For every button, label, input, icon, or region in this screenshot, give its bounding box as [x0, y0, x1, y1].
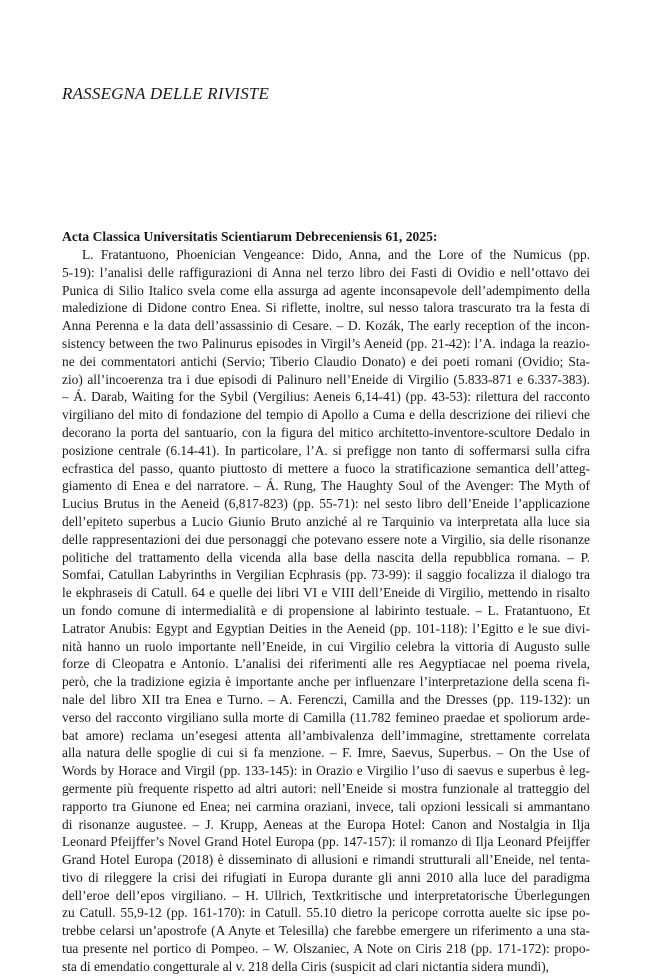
text-line: però, che la tradizione egizia è importante anche per influenzare l’interpretazione della scena fi- — [62, 674, 590, 690]
text-line: – Á. Darab, Waiting for the Sybil (Vergilius: Aeneis 6,14-41) (pp. 43-53): rilettura del racconto — [62, 389, 590, 405]
text-line: verso del racconto virgiliano sulla morte di Camilla (11.782 femineo praedae et spoliorum arde- — [62, 709, 590, 725]
text-line: delle rappresentazioni dei due personaggi che potevano essere note a Virgilio, sia delle risonanze — [62, 531, 590, 547]
text-line: Latrator Anubis: Egypt and Egyptian Deities in the Aeneid (pp. 101-118): l’Egitto e le sue divi- — [62, 620, 590, 636]
text-line: forze di Cleopatra e Antonio. L’analisi dei riferimenti alle res Aegyptiacae nel poema rivela, — [62, 656, 590, 672]
text-line: maledizione di Didone contro Enea. Si riflette, inoltre, sul nesso talora trascurato tra la festa di — [62, 300, 590, 316]
text-line: nità hanno un ruolo importante nell’Eneide, in cui Virgilio celebra la vittoria di Augusto sulle — [62, 638, 590, 654]
section-title: RASSEGNA DELLE RIVISTE — [62, 84, 270, 103]
text-line: zu Catull. 55,9-12 (pp. 161-170): in Catull. 55.10 dietro la pericope corrotta auelte sic ipse po- — [62, 905, 590, 921]
text-line: rapporto tra Giunone ed Enea; nei carmina oraziani, invece, tali opzioni lessicali si ammantano — [62, 798, 590, 814]
text-line: virgiliano del mito di fondazione del tempio di Apollo a Cuma e della descrizione dei rilievi che — [62, 407, 590, 423]
text-line: Lucius Brutus in the Aeneid (6,817-823) (pp. 55-71): nel sesto libro dell’Eneide l’applicazione — [62, 496, 590, 512]
text-line: Grand Hotel Europa (2018) è disseminato di allusioni e rimandi strutturali all’Eneide, nel tenta- — [62, 852, 590, 868]
text-line: Anna Perenna e la data dell’assassinio di Cesare. – D. Kozák, The early reception of the incon- — [62, 318, 590, 334]
text-line: tua presente nel portico di Pompeo. – W. Olszaniec, A Note on Ciris 218 (pp. 171-172): propo- — [62, 941, 590, 957]
text-line: tivo di rileggere la crisi dei rifugiati in Europa durante gli anni 2010 alla luce del paradigma — [62, 869, 590, 885]
text-line: dell’eroe dell’epos virgiliano. – H. Ullrich, Textkritische und interpretatorische Überlegungen — [62, 887, 590, 903]
text-line: L. Fratantuono, Phoenician Vengeance: Dido, Anna, and the Lore of the Numicus (pp. — [82, 247, 590, 262]
text-line: sistency between the two Palinurus episodes in Virgil’s Aeneid (pp. 21-42): l’A. indaga la reazio- — [62, 335, 590, 351]
text-line: trebbe celarsi un’apostrofe (A Anyte et Telesilla) che farebbe emergere un riferimento a una sta- — [62, 923, 590, 939]
text-line: ne dei commentatori antichi (Servio; Tiberio Claudio Donato) e dei poeti romani (Ovidio; Sta- — [62, 353, 590, 369]
text-line: Somfai, Catullan Labyrinths in Vergilian Ecphrasis (pp. 73-99): il saggio focalizza il dialogo tra — [62, 567, 590, 583]
text-line: giamento di Enea e del narratore. – Á. Rung, The Haughty Soul of the Avenger: The Myth of — [62, 478, 590, 494]
text-line: Punica di Silio Italico svela come ella assurga ad agente inconsapevole dell’adempimento della — [62, 282, 590, 298]
text-line: germente più frequente rispetto ad altri autori: nell’Eneide si mostra funzionale al tratteggio del — [62, 780, 590, 796]
text-line: ecfrastica del passo, quanto piuttosto di mettere a fuoco la stratificazione semantica dell’atteg- — [62, 460, 590, 476]
text-line: nale del libro XII tra Enea e Turno. – A. Ferenczi, Camilla and the Dresses (pp. 119-132): un — [62, 691, 590, 707]
text-line: un fondo comune di intermedialità e di propensione al labirinto testuale. – L. Fratantuono, Et — [62, 602, 590, 618]
text-line: le ekphraseis di Catull. 64 e quelle dei libri VI e VIII dell’Eneide di Virgilio, mettendo in risalto — [62, 585, 590, 601]
text-line: sta di emendatio congetturale al v. 218 della Ciris (suspicit ad clari nictantia sidera mundi), — [62, 958, 549, 974]
text-line: decorano la porta del santuario, con la figura del mitico architetto-inventore-scultore Dedalo in — [62, 424, 590, 440]
text-line: alla natura delle spoglie di cui si fa menzione. – F. Imre, Saevus, Superbus. – On the Use of — [62, 745, 590, 761]
text-line: di risonanze augustee. – J. Krupp, Aeneas at the Europa Hotel: Canon and Nostalgia in Ilja — [62, 816, 590, 832]
review-body — [62, 246, 590, 976]
text-line: Words by Horace and Virgil (pp. 133-145): in Orazio e Virgilio l’uso di saevus e superbus è leg- — [62, 763, 590, 779]
text-line: posizione centrale (6.14-41). In particolare, l’A. si prefigge non tanto di soffermarsi sulla cifra — [62, 442, 590, 458]
journal-heading: Acta Classica Universitatis Scientiarum Debreceniensis 61, 2025: — [62, 229, 438, 244]
text-line: 5-19): l’analisi delle raffigurazioni di Anna nel terzo libro dei Fasti di Ovidio e nell’ottavo dei — [62, 264, 590, 280]
text-line: bat amore) reclama un’esegesi attenta all’ambivalenza dell’immagine, strettamente correlata — [62, 727, 590, 743]
text-line: Leonard Pfeijffer’s Novel Grand Hotel Europa (pp. 147-157): il romanzo di Ilja Leonard Pfeijffer — [62, 834, 590, 850]
text-line: dell’epiteto superbus a Lucio Giunio Bruto anziché al re Tarquinio va interpretata alla luce sia — [62, 513, 590, 529]
text-line: zio) all’incoerenza tra i due episodi di Palinuro nell’Eneide di Virgilio (5.833-871 e 6.337-383). — [62, 371, 590, 387]
text-line: politiche del trattamento della vicenda alla base della nascita della repubblica romana. – P. — [62, 549, 590, 565]
